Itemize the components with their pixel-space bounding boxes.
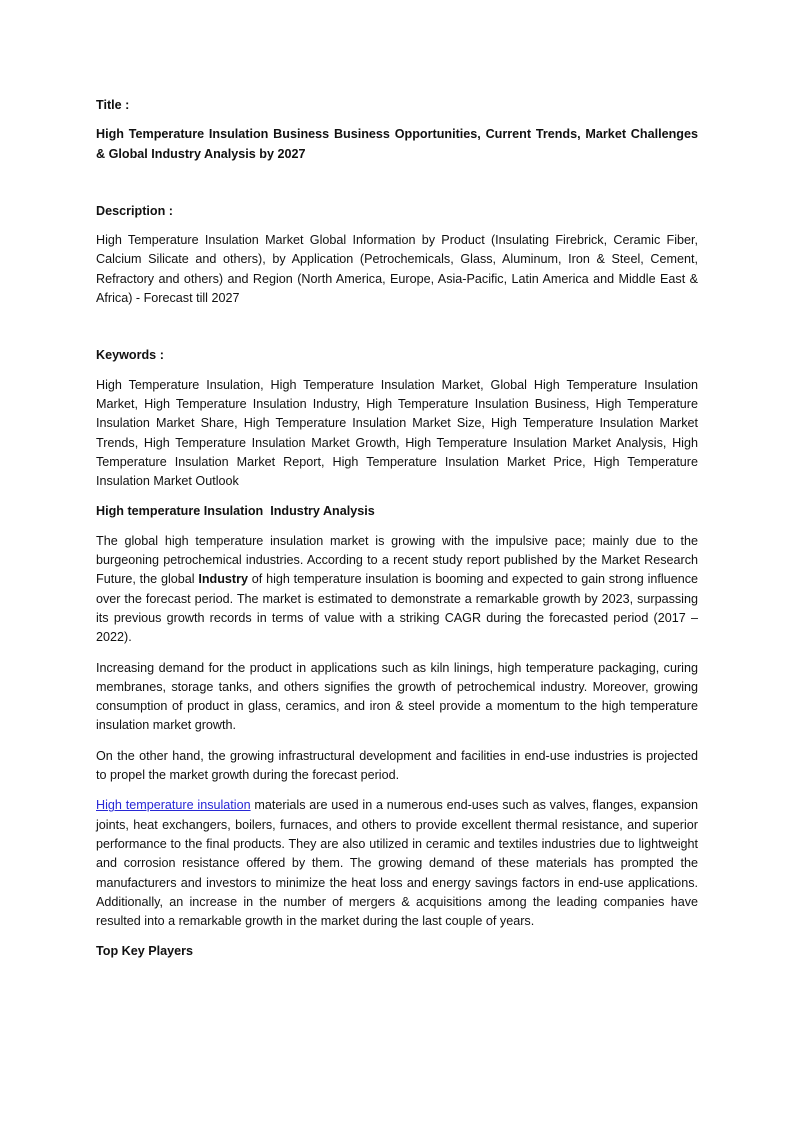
document-title: High Temperature Insulation Business Business Opportunities, Current Trends, Market Challenges & Global Industry Analysis by 2027 [96, 127, 698, 161]
analysis-paragraph-1 [96, 532, 698, 648]
paragraph-text: The global high temperature insulation market is growing with the impulsive pace; mainly due to the burgeoning petrochemical industries. According to a recent study report published by the Market Research Future, the global [96, 533, 698, 587]
spacer [96, 648, 698, 659]
bold-industry-term: Industry [198, 572, 249, 587]
keywords-label: Keywords : [96, 348, 164, 363]
document-page [96, 96, 698, 962]
description-text: High Temperature Insulation Market Global Information by Product (Insulating Firebrick, Ceramic Fiber, Calcium Silicate and others), by Application (Petrochemicals, Glass, Aluminum, Iron & Steel, Cement, Refractory and others) and Region (North America, Europe, Asia-Pacific, Latin America and Middle East & Africa) - Forecast till 2027 [96, 233, 698, 306]
spacer [96, 115, 698, 125]
spacer [96, 164, 698, 202]
keywords-text: High Temperature Insulation, High Temperature Insulation Market, Global High Temperature Insulation Market, High Temperature Insulation Industry, High Temperature Insulation Business, High Temperature Insulation Market Share, High Temperature Insulation Market Size, High Temperature Insulation Market Trends, High Temperature Insulation Market Growth, High Temperature Insulation Market Analysis, High Temperature Insulation Market Report, High Temperature Insulation Market Price, High Temperature Insulation Market Outlook [96, 377, 698, 489]
spacer [96, 221, 698, 231]
spacer [96, 522, 698, 532]
spacer [96, 931, 698, 942]
analysis-paragraph-2: Increasing demand for the product in applications such as kiln linings, high temperature packaging, curing membranes, storage tanks, and others signifies the growth of petrochemical industry. Moreover, growing consumption of product in glass, ceramics, and iron & steel provide a momentum to the high temperature insulation market growth. [96, 660, 698, 733]
title-label: Title : [96, 98, 130, 112]
paragraph-text: of high temperature insulation is booming and expected to gain strong influence over the forecast period. The market is estimated to demonstrate a remarkable growth by 2023, surpassing its previous growth records in terms of value with a striking CAGR during the forecasted period (2017 – 2022). [96, 572, 698, 645]
paragraph-text: materials are used in a numerous end-uses such as valves, flanges, expansion joints, heat exchangers, boilers, furnaces, and others to provide excellent thermal resistance, and superior performance to the final products. They are also utilized in ceramic and textiles industries due to lightweight and corrosion resistance offered by them. The growing demand of these materials has prompted the manufacturers and investors to minimize the heat loss and energy savings factors in end-use applications. Additionally, an increase in the number of mergers & acquisitions among the leading companies have resulted into a remarkable growth in the market during the last couple of years. [96, 798, 698, 929]
spacer [96, 491, 698, 502]
analysis-paragraph-3: On the other hand, the growing infrastructural development and facilities in end-use industries is projected to propel the market growth during the forecast period. [96, 748, 698, 783]
spacer [96, 736, 698, 747]
analysis-paragraph-4 [96, 796, 698, 931]
high-temperature-insulation-link[interactable]: High temperature insulation [96, 798, 251, 813]
spacer [96, 785, 698, 796]
spacer [96, 366, 698, 376]
key-players-heading: Top Key Players [96, 944, 194, 959]
description-label: Description : [96, 203, 173, 218]
analysis-heading: High temperature Insulation Industry Analysis [96, 504, 375, 519]
spacer [96, 308, 698, 346]
